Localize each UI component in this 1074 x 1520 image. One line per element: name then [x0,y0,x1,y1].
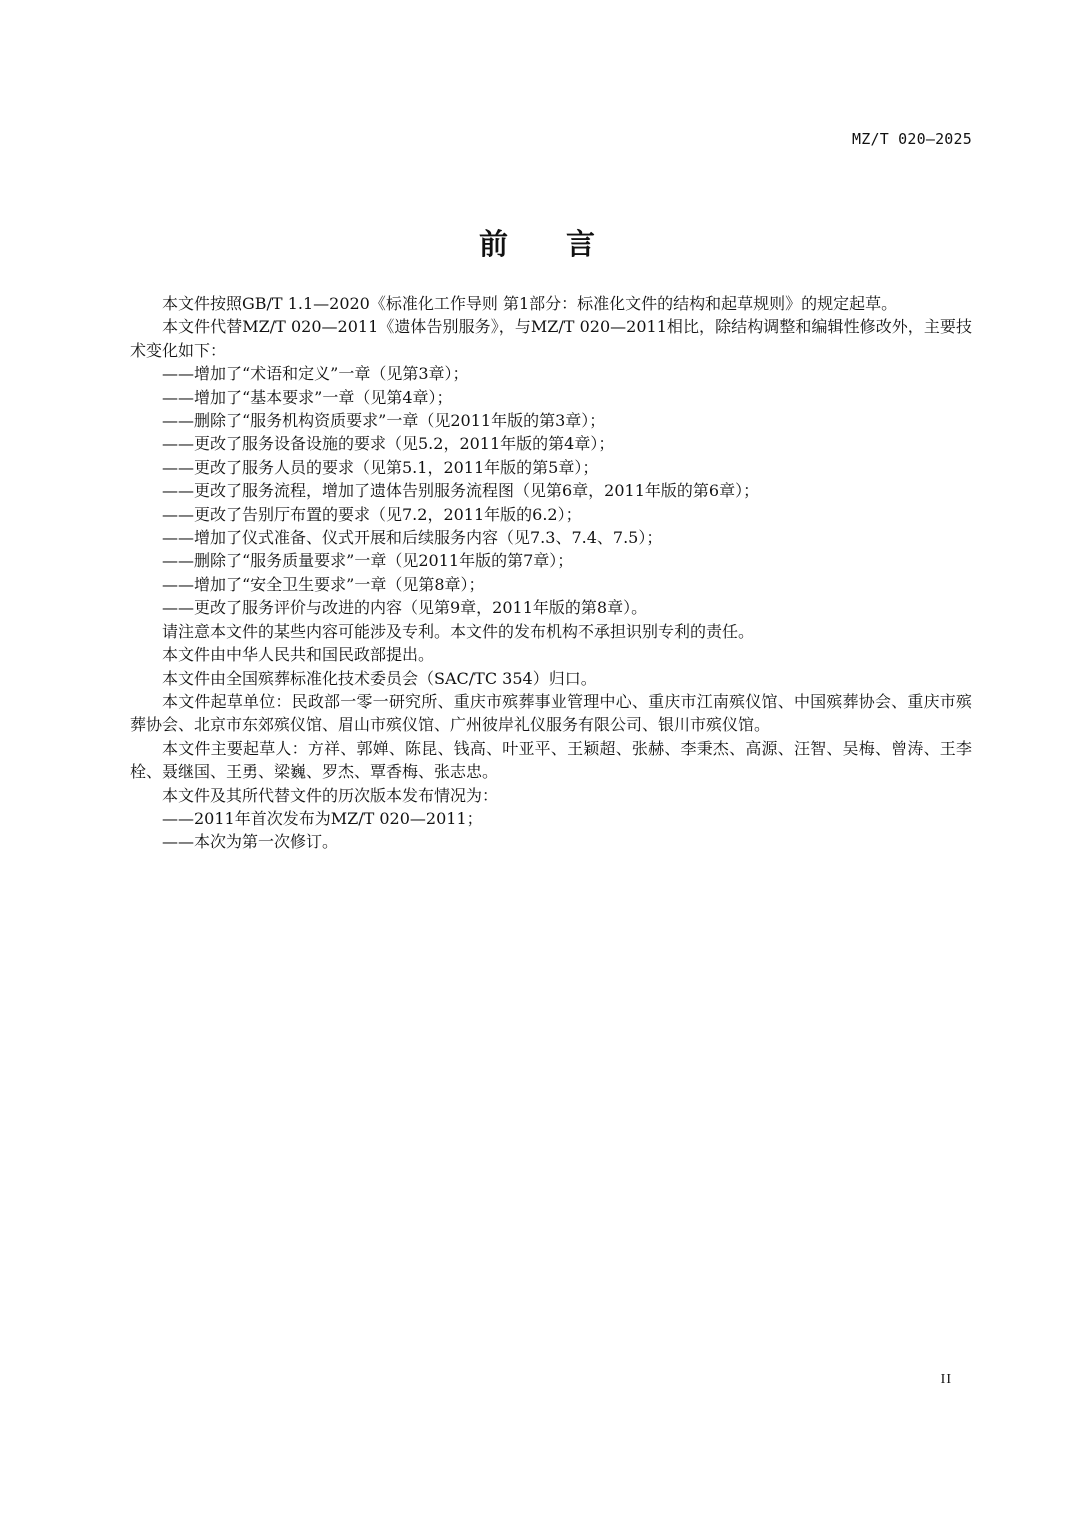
page-number: II [940,1372,952,1387]
paragraph: 本文件按照GB/T 1.1—2020《标准化工作导则 第1部分：标准化文件的结构和起草规则》的规定起草。 [162,294,898,313]
paragraph: 本文件起草单位：民政部一零一研究所、重庆市殡葬事业管理中心、重庆市江南殡仪馆、中国殡葬协会、重庆市殡葬协会、北京市东郊殡仪馆、眉山市殡仪馆、广州彼岸礼仪服务有限公司、银川市殡仪馆。 [130,691,972,735]
paragraph: 本文件由中华人民共和国民政部提出。 [162,645,435,665]
list-item: ——更改了服务设备设施的要求（见5.2，2011年版的第4章）； [162,434,615,454]
foreword-body [130,292,972,854]
paragraph: 请注意本文件的某些内容可能涉及专利。本文件的发布机构不承担识别专利的责任。 [162,621,755,641]
list-item: ——增加了“基本要求”一章（见第4章）； [162,387,453,407]
list-item: ——增加了仪式准备、仪式开展和后续服务内容（见7.3、7.4、7.5）； [162,528,663,548]
list-item: ——更改了服务评价与改进的内容（见第9章，2011年版的第8章）。 [162,598,648,618]
list-item: ——删除了“服务质量要求”一章（见2011年版的第7章）； [162,551,574,571]
list-item: ——增加了“术语和定义”一章（见第3章）； [162,364,469,384]
paragraph: 本文件代替MZ/T 020—2011《遗体告别服务》，与MZ/T 020—2011相比，除结构调整和编辑性修改外，主要技术变化如下： [130,317,972,360]
list-item: ——2011年首次发布为MZ/T 020—2011； [162,808,483,828]
list-item: ——更改了告别厅布置的要求（见7.2，2011年版的6.2）； [162,504,582,524]
list-item: ——更改了服务人员的要求（见第5.1，2011年版的第5章）； [162,457,599,477]
list-item: ——增加了“安全卫生要求”一章（见第8章）； [162,574,485,594]
list-item: ——删除了“服务机构资质要求”一章（见2011年版的第3章）； [162,411,606,431]
list-item: ——更改了服务流程，增加了遗体告别服务流程图（见第6章，2011年版的第6章）； [162,481,760,501]
paragraph: 本文件由全国殡葬标准化技术委员会（SAC/TC 354）归口。 [162,668,597,688]
list-item: ——本次为第一次修订。 [162,832,339,852]
page-title: 前言 [478,227,653,261]
paragraph: 本文件及其所代替文件的历次版本发布情况为： [162,785,499,805]
paragraph: 本文件主要起草人：方祥、郭婵、陈昆、钱高、叶亚平、王颖超、张赫、李秉杰、高源、汪智、吴梅、曾涛、王李栓、聂继国、王勇、梁巍、罗杰、覃香梅、张志忠。 [130,738,972,782]
document-code: MZ/T 020—2025 [852,130,972,148]
